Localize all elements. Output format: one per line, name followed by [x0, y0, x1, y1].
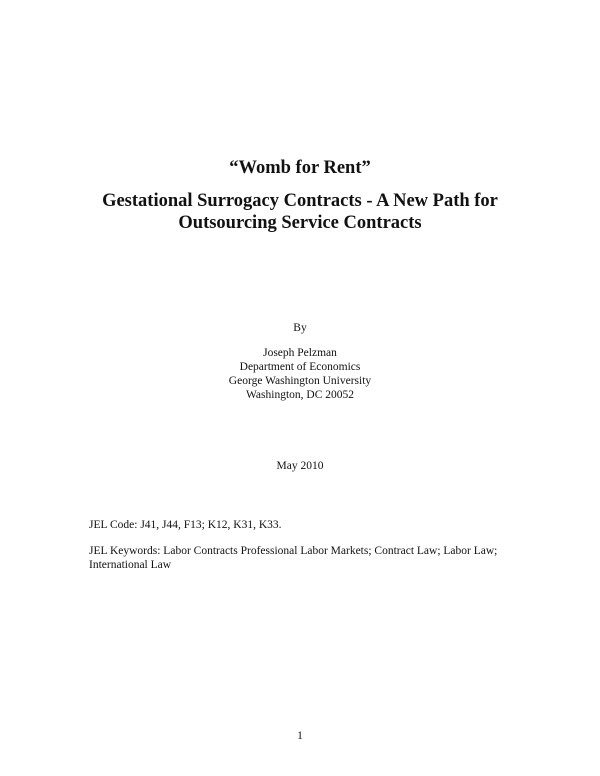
author-department: Department of Economics — [239, 361, 361, 373]
page-number: 1 — [297, 730, 303, 742]
by-label: By — [293, 322, 307, 334]
author-block — [0, 346, 600, 402]
title-line-3: Outsourcing Service Contracts — [178, 213, 422, 233]
jel-keywords — [89, 544, 529, 572]
title-line-2: Gestational Surrogacy Contracts - A New Path for — [102, 191, 498, 211]
author-university: George Washington University — [228, 375, 372, 387]
jel-code: JEL Code: J41, J44, F13; K12, K31, K33. — [89, 519, 282, 531]
author-location: Washington, DC 20052 — [245, 389, 354, 401]
author-name: Joseph Pelzman — [263, 347, 337, 359]
title-line-1: “Womb for Rent” — [229, 158, 371, 178]
jel-keywords-line-2: International Law — [89, 559, 172, 571]
jel-keywords-line-1: JEL Keywords: Labor Contracts Professional Labor Markets; Contract Law; Labor Law; — [89, 545, 498, 557]
publication-date: May 2010 — [276, 460, 324, 472]
